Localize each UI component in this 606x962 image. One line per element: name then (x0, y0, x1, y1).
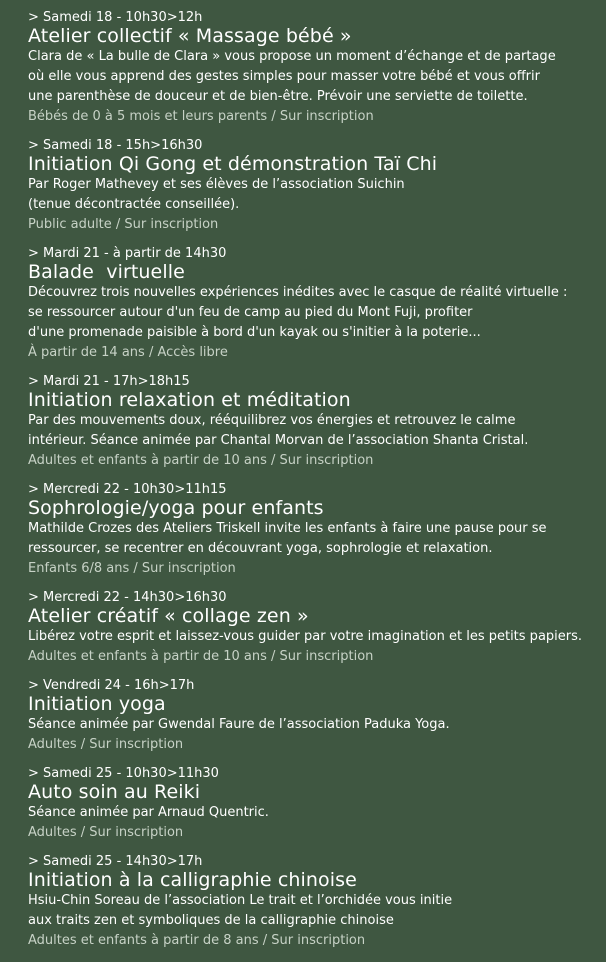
event-description-line: aux traits zen et symboliques de la calligraphie chinoise (28, 913, 394, 928)
event-date: > Mardi 21 - à partir de 14h30 (28, 246, 227, 261)
event-description-line: ressourcer, se recentrer en découvrant yoga, sophrologie et relaxation. (28, 541, 493, 556)
event-title: Sophrologie/yoga pour enfants (28, 497, 324, 519)
event-description-line: Hsiu-Chin Soreau de l’association Le trait et l’orchidée vous initie (28, 893, 453, 908)
event-description-line: Séance animée par Arnaud Quentric. (28, 805, 269, 820)
event-description-line: intérieur. Séance animée par Chantal Morvan de l’association Shanta Cristal. (28, 433, 529, 448)
event-audience: Adultes / Sur inscription (28, 737, 184, 752)
event-title: Balade virtuelle (28, 261, 185, 283)
event-title: Auto soin au Reiki (28, 781, 201, 803)
event-title: Initiation yoga (28, 693, 166, 715)
event-description-line: Séance animée par Gwendal Faure de l’association Paduka Yoga. (28, 717, 450, 732)
event-description-line: d'une promenade paisible à bord d'un kayak ou s'initier à la poterie... (28, 325, 481, 340)
event-collage-zen (28, 590, 598, 667)
event-title: Atelier créatif « collage zen » (28, 605, 309, 627)
event-date: > Samedi 25 - 14h30>17h (28, 854, 203, 869)
event-title: Initiation relaxation et méditation (28, 389, 351, 411)
event-description-line: se ressourcer autour d'un feu de camp au pied du Mont Fuji, profiter (28, 305, 473, 320)
event-audience: Adultes et enfants à partir de 10 ans / Sur inscription (28, 453, 374, 468)
events-list (28, 10, 598, 962)
event-date: > Mardi 21 - 17h>18h15 (28, 374, 190, 389)
event-audience: À partir de 14 ans / Accès libre (28, 345, 228, 360)
event-massage-bebe (28, 10, 598, 127)
event-description-line: Par Roger Mathevey et ses élèves de l’association Suichin (28, 177, 405, 192)
event-relaxation (28, 374, 598, 471)
event-date: > Vendredi 24 - 16h>17h (28, 678, 195, 693)
event-balade-virtuelle (28, 246, 598, 363)
event-audience: Adultes / Sur inscription (28, 825, 184, 840)
event-audience: Enfants 6/8 ans / Sur inscription (28, 561, 236, 576)
event-audience: Public adulte / Sur inscription (28, 217, 219, 232)
event-calligraphie (28, 854, 598, 951)
event-date: > Samedi 18 - 10h30>12h (28, 10, 203, 25)
event-audience: Adultes et enfants à partir de 10 ans / Sur inscription (28, 649, 374, 664)
event-description-line: Mathilde Crozes des Ateliers Triskell invite les enfants à faire une pause pour se (28, 521, 547, 536)
event-date: > Samedi 25 - 10h30>11h30 (28, 766, 219, 781)
event-description-line: Libérez votre esprit et laissez-vous guider par votre imagination et les petits papiers. (28, 629, 583, 644)
event-audience: Bébés de 0 à 5 mois et leurs parents / Sur inscription (28, 109, 374, 124)
event-sophrologie-yoga (28, 482, 598, 579)
event-description-line: Par des mouvements doux, rééquilibrez vos énergies et retrouvez le calme (28, 413, 516, 428)
event-title: Initiation à la calligraphie chinoise (28, 869, 357, 891)
event-audience: Adultes et enfants à partir de 8 ans / Sur inscription (28, 933, 366, 948)
event-qi-gong (28, 138, 598, 235)
event-description-line: Découvrez trois nouvelles expériences inédites avec le casque de réalité virtuelle : (28, 285, 568, 300)
event-description-line: Clara de « La bulle de Clara » vous propose un moment d’échange et de partage (28, 49, 556, 64)
event-date: > Mercredi 22 - 14h30>16h30 (28, 590, 227, 605)
event-date: > Mercredi 22 - 10h30>11h15 (28, 482, 227, 497)
event-description-line: une parenthèse de douceur et de bien-être. Prévoir une serviette de toilette. (28, 89, 528, 104)
event-date: > Samedi 18 - 15h>16h30 (28, 138, 203, 153)
event-title: Atelier collectif « Massage bébé » (28, 25, 352, 47)
event-description-line: (tenue décontractée conseillée). (28, 197, 240, 212)
event-description-line: où elle vous apprend des gestes simples pour masser votre bébé et vous offrir (28, 69, 540, 84)
event-title: Initiation Qi Gong et démonstration Taï Chi (28, 153, 438, 175)
event-reiki (28, 766, 598, 843)
event-yoga (28, 678, 598, 755)
